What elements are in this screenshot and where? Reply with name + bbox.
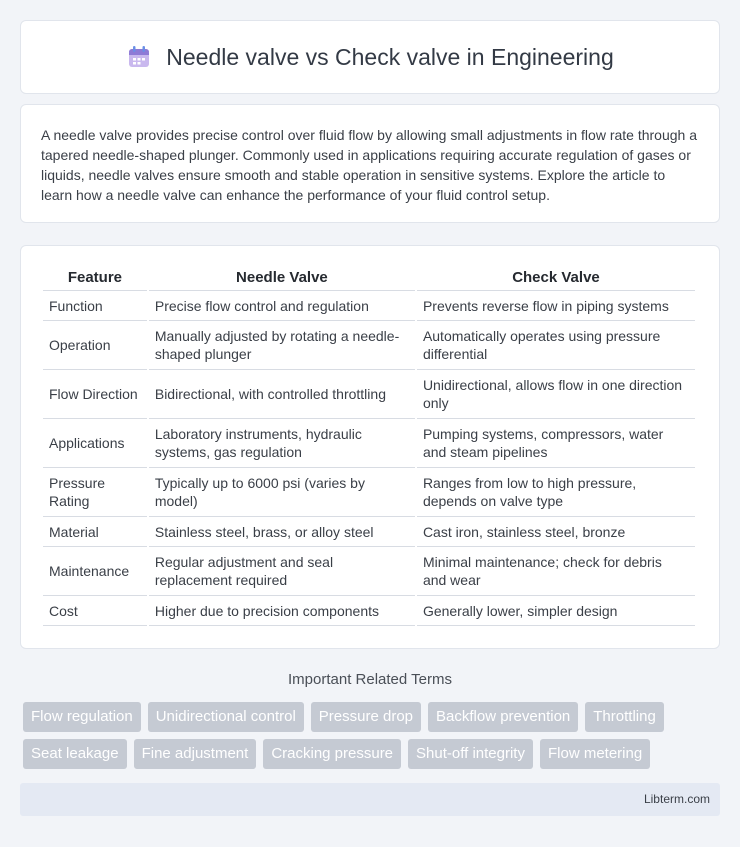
table-row bbox=[43, 517, 695, 547]
table-row bbox=[43, 321, 695, 370]
check-cell: Generally lower, simpler design bbox=[417, 596, 695, 626]
table-row bbox=[43, 596, 695, 626]
needle-cell: Laboratory instruments, hydraulic systems, gas regulation bbox=[149, 419, 415, 468]
table-row bbox=[43, 419, 695, 468]
table-row bbox=[43, 291, 695, 321]
intro-text: A needle valve provides precise control over fluid flow by allowing small adjustments in flow rate through a tapered needle-shaped plunger. Commonly used in applications requiring accurate regulation of gases or liquids, needle valves ensure smooth and stable operation in sensitive systems. Explore the article to learn how a needle valve can enhance the performance of your fluid control setup. bbox=[41, 127, 698, 203]
needle-cell: Regular adjustment and seal replacement required bbox=[149, 547, 415, 596]
check-cell: Minimal maintenance; check for debris and wear bbox=[417, 547, 695, 596]
feature-cell: Cost bbox=[43, 596, 147, 626]
header-feature: Feature bbox=[43, 264, 147, 291]
tag-backflow-prevention[interactable]: Backflow prevention bbox=[428, 702, 578, 732]
needle-cell: Higher due to precision components bbox=[149, 596, 415, 626]
feature-cell: Applications bbox=[43, 419, 147, 468]
needle-cell: Typically up to 6000 psi (varies by model) bbox=[149, 468, 415, 517]
tag-fine-adjustment[interactable]: Fine adjustment bbox=[134, 739, 257, 769]
feature-cell: Maintenance bbox=[43, 547, 147, 596]
feature-cell: Flow Direction bbox=[43, 370, 147, 419]
comparison-table bbox=[41, 264, 697, 626]
needle-cell: Stainless steel, brass, or alloy steel bbox=[149, 517, 415, 547]
check-cell: Automatically operates using pressure differential bbox=[417, 321, 695, 370]
feature-cell: Pressure Rating bbox=[43, 468, 147, 517]
needle-cell: Precise flow control and regulation bbox=[149, 291, 415, 321]
footer-link[interactable]: Libterm.com bbox=[643, 792, 710, 806]
tag-flow-regulation[interactable]: Flow regulation bbox=[23, 702, 141, 732]
check-cell: Pumping systems, compressors, water and steam pipelines bbox=[417, 419, 695, 468]
feature-cell: Function bbox=[43, 291, 147, 321]
calendar-icon bbox=[126, 44, 152, 70]
tag-cracking-pressure[interactable]: Cracking pressure bbox=[263, 739, 401, 769]
page-title: Needle valve vs Check valve in Engineering bbox=[166, 43, 614, 70]
tag-seat-leakage[interactable]: Seat leakage bbox=[23, 739, 127, 769]
check-cell: Cast iron, stainless steel, bronze bbox=[417, 517, 695, 547]
table-row bbox=[43, 370, 695, 419]
feature-cell: Material bbox=[43, 517, 147, 547]
related-terms-title: Important Related Terms bbox=[288, 671, 452, 688]
check-cell: Prevents reverse flow in piping systems bbox=[417, 291, 695, 321]
tag-pressure-drop[interactable]: Pressure drop bbox=[311, 702, 421, 732]
tag-throttling[interactable]: Throttling bbox=[585, 702, 664, 732]
needle-cell: Manually adjusted by rotating a needle-shaped plunger bbox=[149, 321, 415, 370]
intro-card bbox=[20, 104, 720, 223]
title-card bbox=[20, 20, 720, 94]
tag-shut-off-integrity[interactable]: Shut-off integrity bbox=[408, 739, 533, 769]
footer bbox=[20, 783, 720, 816]
header-check-valve: Check Valve bbox=[417, 264, 695, 291]
check-cell: Ranges from low to high pressure, depends on valve type bbox=[417, 468, 695, 517]
related-terms-tags bbox=[23, 702, 723, 769]
tag-flow-metering[interactable]: Flow metering bbox=[540, 739, 650, 769]
table-row bbox=[43, 468, 695, 517]
comparison-table-card bbox=[20, 245, 720, 649]
tag-unidirectional-control[interactable]: Unidirectional control bbox=[148, 702, 304, 732]
needle-cell: Bidirectional, with controlled throttling bbox=[149, 370, 415, 419]
table-header-row bbox=[43, 264, 695, 291]
check-cell: Unidirectional, allows flow in one direction only bbox=[417, 370, 695, 419]
header-needle-valve: Needle Valve bbox=[149, 264, 415, 291]
feature-cell: Operation bbox=[43, 321, 147, 370]
table-row bbox=[43, 547, 695, 596]
